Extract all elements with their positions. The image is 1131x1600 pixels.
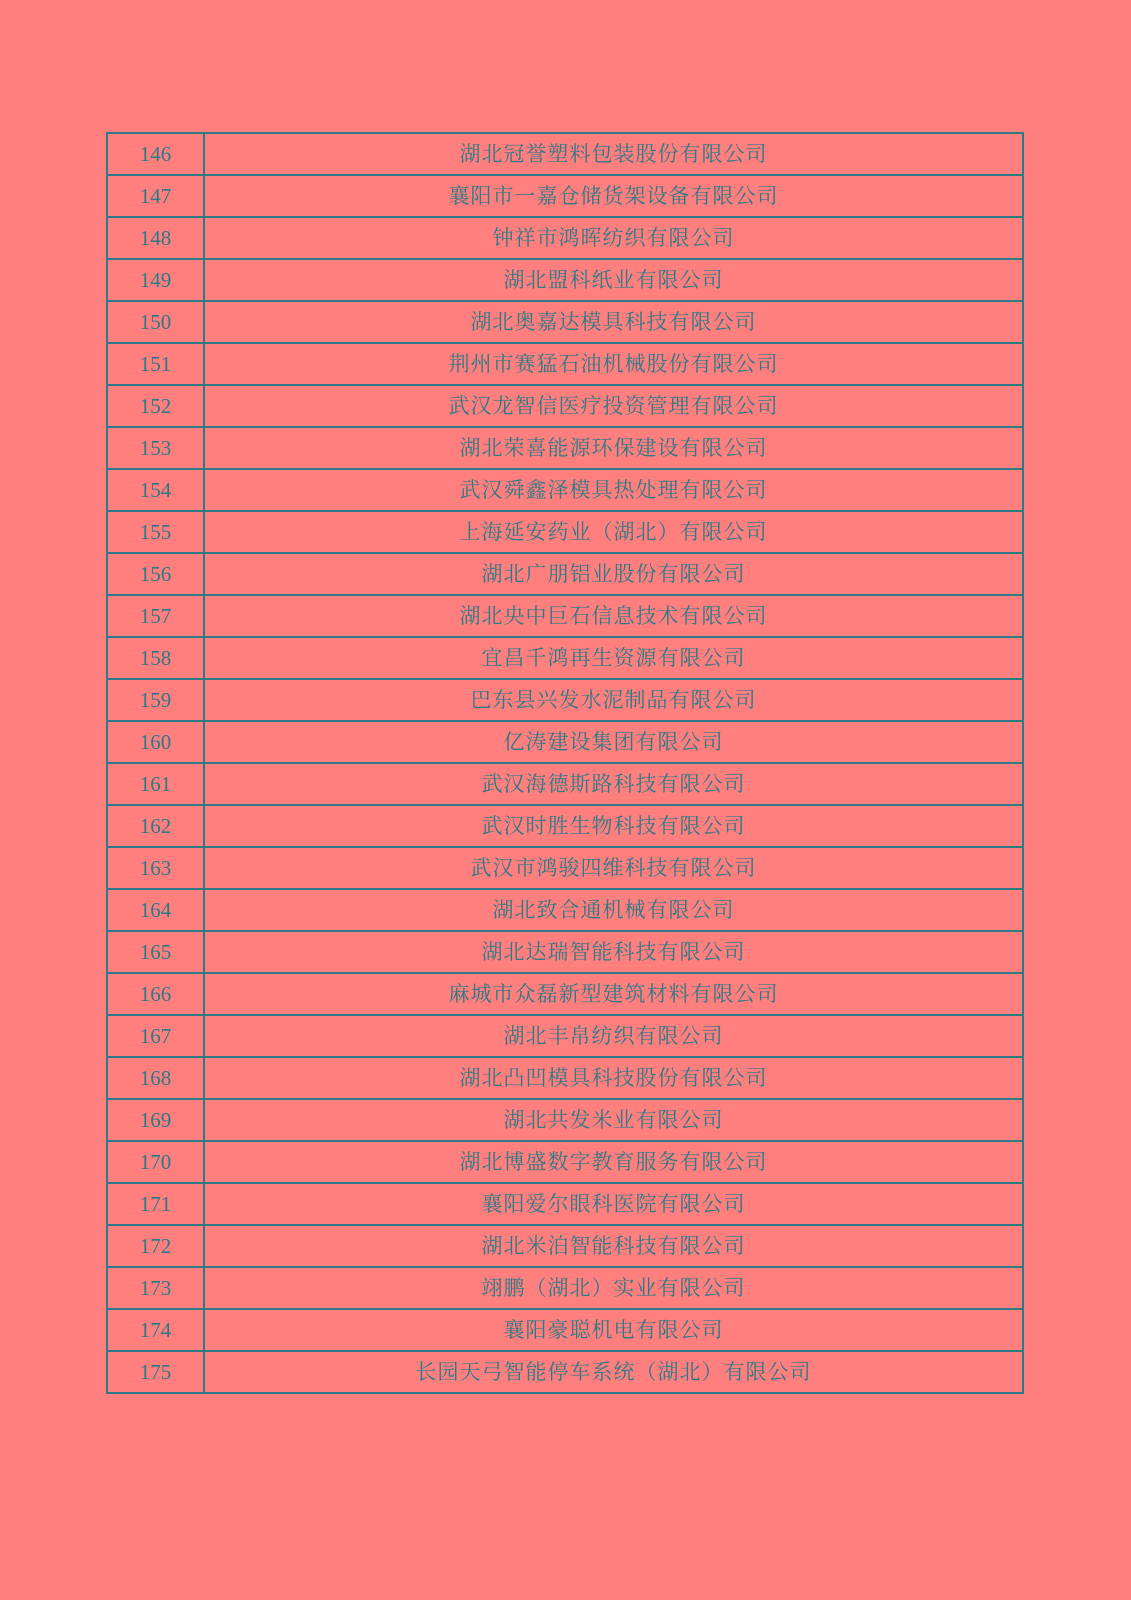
table-row <box>107 469 1023 511</box>
company-name: 湖北致合通机械有限公司 <box>204 889 1023 931</box>
company-name: 湖北博盛数字教育服务有限公司 <box>204 1141 1023 1183</box>
row-number: 175 <box>107 1351 204 1393</box>
row-number: 166 <box>107 973 204 1015</box>
row-number: 164 <box>107 889 204 931</box>
row-number: 167 <box>107 1015 204 1057</box>
row-number: 154 <box>107 469 204 511</box>
company-name: 长园天弓智能停车系统（湖北）有限公司 <box>204 1351 1023 1393</box>
table-row <box>107 217 1023 259</box>
table-row <box>107 1225 1023 1267</box>
table-row <box>107 301 1023 343</box>
row-number: 171 <box>107 1183 204 1225</box>
table-row <box>107 343 1023 385</box>
company-name: 襄阳爱尔眼科医院有限公司 <box>204 1183 1023 1225</box>
company-name: 上海延安药业（湖北）有限公司 <box>204 511 1023 553</box>
table-row <box>107 1309 1023 1351</box>
table-row <box>107 1183 1023 1225</box>
company-name: 湖北广朋铝业股份有限公司 <box>204 553 1023 595</box>
table-row <box>107 1351 1023 1393</box>
row-number: 168 <box>107 1057 204 1099</box>
table-row <box>107 805 1023 847</box>
table-row <box>107 385 1023 427</box>
row-number: 161 <box>107 763 204 805</box>
row-number: 156 <box>107 553 204 595</box>
company-name: 宜昌千鸿再生资源有限公司 <box>204 637 1023 679</box>
row-number: 151 <box>107 343 204 385</box>
company-name: 麻城市众磊新型建筑材料有限公司 <box>204 973 1023 1015</box>
table-row <box>107 1267 1023 1309</box>
row-number: 146 <box>107 133 204 175</box>
company-name: 湖北米泊智能科技有限公司 <box>204 1225 1023 1267</box>
table-row <box>107 259 1023 301</box>
company-name: 湖北共发米业有限公司 <box>204 1099 1023 1141</box>
company-name: 翊鹏（湖北）实业有限公司 <box>204 1267 1023 1309</box>
company-name: 湖北达瑞智能科技有限公司 <box>204 931 1023 973</box>
company-name: 湖北凸凹模具科技股份有限公司 <box>204 1057 1023 1099</box>
table-row <box>107 847 1023 889</box>
row-number: 170 <box>107 1141 204 1183</box>
company-name: 荆州市赛猛石油机械股份有限公司 <box>204 343 1023 385</box>
row-number: 149 <box>107 259 204 301</box>
table-row <box>107 133 1023 175</box>
table-row <box>107 427 1023 469</box>
row-number: 158 <box>107 637 204 679</box>
table-row <box>107 553 1023 595</box>
table-row <box>107 1099 1023 1141</box>
table-row <box>107 511 1023 553</box>
row-number: 152 <box>107 385 204 427</box>
row-number: 157 <box>107 595 204 637</box>
row-number: 173 <box>107 1267 204 1309</box>
table-row <box>107 637 1023 679</box>
company-name: 湖北丰帛纺织有限公司 <box>204 1015 1023 1057</box>
company-name: 襄阳豪聪机电有限公司 <box>204 1309 1023 1351</box>
row-number: 162 <box>107 805 204 847</box>
company-name: 湖北荣喜能源环保建设有限公司 <box>204 427 1023 469</box>
row-number: 150 <box>107 301 204 343</box>
row-number: 160 <box>107 721 204 763</box>
table-row <box>107 889 1023 931</box>
table-row <box>107 1015 1023 1057</box>
company-name: 亿涛建设集团有限公司 <box>204 721 1023 763</box>
table-row <box>107 763 1023 805</box>
table-row <box>107 931 1023 973</box>
table-row <box>107 973 1023 1015</box>
row-number: 153 <box>107 427 204 469</box>
company-list-body <box>107 133 1023 1393</box>
company-name: 武汉市鸿骏四维科技有限公司 <box>204 847 1023 889</box>
company-name: 巴东县兴发水泥制品有限公司 <box>204 679 1023 721</box>
row-number: 159 <box>107 679 204 721</box>
company-name: 武汉时胜生物科技有限公司 <box>204 805 1023 847</box>
row-number: 155 <box>107 511 204 553</box>
table-row <box>107 1057 1023 1099</box>
row-number: 163 <box>107 847 204 889</box>
table-row <box>107 595 1023 637</box>
company-name: 襄阳市一嘉仓储货架设备有限公司 <box>204 175 1023 217</box>
row-number: 172 <box>107 1225 204 1267</box>
company-name: 钟祥市鸿晖纺织有限公司 <box>204 217 1023 259</box>
company-name: 湖北盟科纸业有限公司 <box>204 259 1023 301</box>
company-name: 湖北冠誉塑料包装股份有限公司 <box>204 133 1023 175</box>
company-name: 湖北奥嘉达模具科技有限公司 <box>204 301 1023 343</box>
company-name: 武汉海德斯路科技有限公司 <box>204 763 1023 805</box>
company-list-table <box>106 132 1024 1394</box>
row-number: 169 <box>107 1099 204 1141</box>
table-row <box>107 721 1023 763</box>
table-row <box>107 1141 1023 1183</box>
row-number: 174 <box>107 1309 204 1351</box>
company-name: 湖北央中巨石信息技术有限公司 <box>204 595 1023 637</box>
table-row <box>107 175 1023 217</box>
row-number: 147 <box>107 175 204 217</box>
row-number: 165 <box>107 931 204 973</box>
company-name: 武汉舜鑫泽模具热处理有限公司 <box>204 469 1023 511</box>
table-row <box>107 679 1023 721</box>
row-number: 148 <box>107 217 204 259</box>
company-name: 武汉龙智信医疗投资管理有限公司 <box>204 385 1023 427</box>
